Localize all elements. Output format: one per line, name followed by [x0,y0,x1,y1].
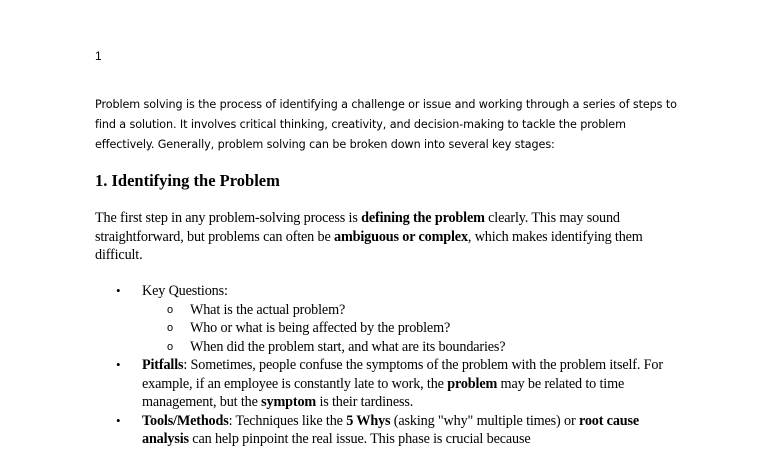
tools-text: can help pinpoint the real issue. This phase is crucial because [188,431,531,447]
sub-bullet-list [142,301,685,357]
tools-text: (asking "why" multiple times) or [390,412,579,429]
pitfalls-text: is their tardiness. [316,394,414,410]
intro-paragraph [95,95,685,155]
tools-bold-term: 5 Whys [346,412,391,429]
pitfalls-text: : Sometimes, people confuse the symptoms of the problem with the problem itself. For example, if an employee is constantly late to work, the [142,357,663,392]
section-paragraph [95,209,685,265]
sub-bullet-marker: o [167,340,173,353]
paragraph-bold-term: defining the problem [361,210,485,226]
paragraph-text: clearly. This may sound straightforward, but problems can often be [95,210,620,245]
pitfalls-text: may be related to time management, but the [142,375,625,410]
sub-list-item [142,301,685,320]
pitfalls-bold-term: symptom [261,394,317,410]
paragraph-text: , which makes identifying them difficult. [95,228,643,263]
bullet-marker: • [116,357,121,372]
sub-item-text: When did the problem start, and what are its boundaries? [190,338,506,355]
paragraph-bold-term: ambiguous or complex [334,228,468,245]
sub-item-text: What is the actual problem? [190,301,346,318]
tools-bold-term: root cause analysis [142,412,640,447]
bullet-list [95,282,685,449]
section-heading: 1. Identifying the Problem [95,171,280,190]
intro-text: Problem solving is the process of identifying a challenge or issue and working through a series of steps to find a solution. It involves critical thinking, creativity, and decision-making to tackle the problem effectively. Generally, problem solving can be broken down into several key stages: [95,98,677,151]
sub-item-text: Who or what is being affected by the problem? [190,320,451,336]
bullet-marker: • [116,283,121,298]
pitfalls-bold-term: problem [447,375,498,392]
sub-list-item [142,319,685,338]
sub-bullet-marker: o [167,303,173,316]
bullet-pitfalls [95,356,685,412]
paragraph-text: The first step in any problem-solving process is [95,210,362,226]
pitfalls-label: Pitfalls [142,357,184,373]
bullet-tools-methods [95,412,685,449]
sub-bullet-marker: o [167,322,173,334]
page-number: 1 [95,49,102,63]
bullet-key-questions [95,282,685,356]
key-questions-label: Key Questions [142,283,224,299]
tools-text: : Techniques like the [228,412,347,429]
bullet-marker: • [116,412,121,428]
colon: : [223,283,228,299]
tools-label: Tools/Methods [142,412,229,429]
sub-list-item [142,338,685,357]
